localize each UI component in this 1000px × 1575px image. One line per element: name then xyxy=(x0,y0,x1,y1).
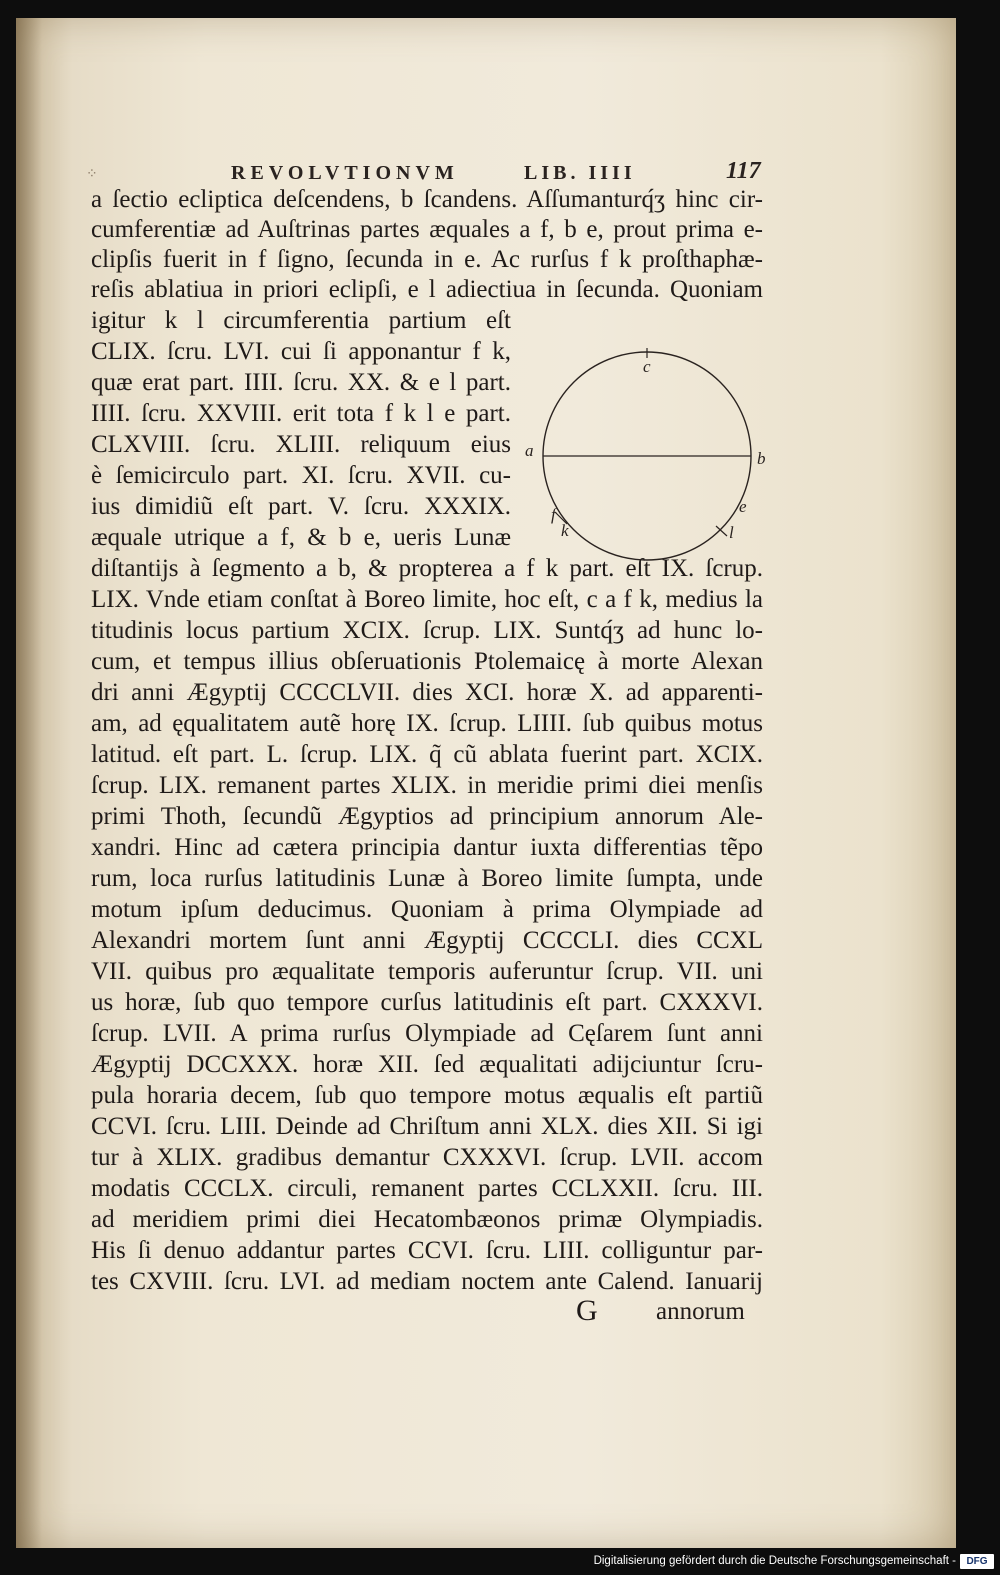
text-line: è ſemicirculo part. XI. ſcru. XVII. cu- xyxy=(91,462,511,489)
text-line: CLIX. ſcru. LVI. cui ſi apponantur f k, xyxy=(91,338,511,365)
text-line: modatis CCCLX. circuli, remanent partes CCLXXII. ſcru. III. xyxy=(91,1175,763,1202)
text-line: LIX. Vnde etiam conſtat à Boreo limite, hoc eſt, c a f k, medius la xyxy=(91,586,763,613)
text-line: motum ipſum deducimus. Quoniam à prima Olympiade ad xyxy=(91,896,763,923)
text-line: CLXVIII. ſcru. XLIII. reliquum eius xyxy=(91,431,511,458)
text-line: clipſis fuerit in f ſigno, ſecunda in e. Ac rurſus f k proſthaphæ- xyxy=(91,246,763,273)
text-line: tes CXVIII. ſcru. LVI. ad mediam noctem ante Calend. Ianuarij xyxy=(91,1268,763,1295)
label-l: l xyxy=(729,523,734,542)
lunar-latitude-diagram xyxy=(521,336,781,576)
text-line: igitur k l circumferentia partium eſt xyxy=(91,307,511,334)
text-line: cumferentiæ ad Auſtrinas partes æquales a f, b e, prout prima e- xyxy=(91,216,763,243)
text-line: VII. quibus pro æqualitate temporis auferuntur ſcrup. VII. uni xyxy=(91,958,763,985)
text-line: reſis ablatiua in priori eclipſi, e l adiectiua in ſecunda. Quoniam xyxy=(91,276,763,303)
label-e: e xyxy=(739,497,747,516)
text-line: diſtantijs à ſegmento a b, & propterea a f k part. eſt IX. ſcrup. xyxy=(91,555,763,582)
dfg-logo: DFG xyxy=(960,1554,994,1569)
text-line: Ægyptij DCCXXX. horæ XII. ſed æqualitati adijciuntur ſcru- xyxy=(91,1051,763,1078)
text-line: ad meridiem primi diei Hecatombæonos primæ Olympiadis. xyxy=(91,1206,763,1233)
signature-mark: G xyxy=(576,1294,598,1327)
label-k: k xyxy=(561,521,569,540)
text-line: His ſi denuo addantur partes CCVI. ſcru. LIII. colliguntur par- xyxy=(91,1237,763,1264)
page-number: 117 xyxy=(726,158,761,184)
text-line: IIII. ſcru. XXVIII. erit tota f k l e part. xyxy=(91,400,511,427)
label-f: f xyxy=(551,505,556,524)
text-line: rum, loca rurſus latitudinis Lunæ à Boreo limite ſumpta, unde xyxy=(91,865,763,892)
text-line: latitud. eſt part. L. ſcrup. LIX. q̃ cũ ablata fuerint part. XCIX. xyxy=(91,741,763,768)
running-head xyxy=(16,146,956,186)
text-line: quæ erat part. IIII. ſcru. XX. & e l part. xyxy=(91,369,511,396)
digitization-credit xyxy=(593,1552,1000,1572)
text-line: tur à XLIX. gradibus demantur CXXXVI. ſcrup. LVII. accom xyxy=(91,1144,763,1171)
text-line: us horæ, ſub quo tempore curſus latitudinis eſt part. CXXXVI. xyxy=(91,989,763,1016)
book-label: LIB. IIII xyxy=(524,162,636,184)
text-line: primi Thoth, ſecundũ Ægyptios ad principium annorum Ale- xyxy=(91,803,763,830)
text-line: pula horaria decem, ſub quo tempore motus æqualis eſt partiũ xyxy=(91,1082,763,1109)
label-a: a xyxy=(525,441,534,460)
label-c: c xyxy=(643,357,651,376)
text-line: Alexandri mortem ſunt anni Ægyptij CCCCLI. dies CCXL xyxy=(91,927,763,954)
book-page xyxy=(16,18,956,1548)
text-line: cum, et tempus illius obſeruationis Ptolemaicę à morte Alexan xyxy=(91,648,763,675)
label-b: b xyxy=(757,449,766,468)
text-line: CCVI. ſcru. LIII. Deinde ad Chriſtum anni XLX. dies XII. Si igi xyxy=(91,1113,763,1140)
text-line: a ſectio ecliptica deſcendens, b ſcandens. Aſſumanturq́ʒ hinc cir- xyxy=(91,186,763,213)
text-line: ſcrup. LIX. remanent partes XLIX. in meridie primi diei menſis xyxy=(91,772,763,799)
text-line: xandri. Hinc ad cætera principia dantur iuxta differentias tẽpo xyxy=(91,834,763,861)
l-tick xyxy=(716,526,727,536)
text-line: dri anni Ægyptij CCCCLVII. dies XCI. horæ X. ad apparenti- xyxy=(91,679,763,706)
text-line: titudinis locus partium XCIX. ſcrup. LIX. Suntq́ʒ ad hunc lo- xyxy=(91,617,763,644)
text-line: am, ad ęqualitatem autẽ horę IX. ſcrup. LIIII. ſub quibus motus xyxy=(91,710,763,737)
ink-mark: ⁘ xyxy=(86,167,98,182)
catchword: annorum xyxy=(656,1298,745,1325)
text-line: ſcrup. LVII. A prima rurſus Olympiade ad Cęſarem ſunt anni xyxy=(91,1020,763,1047)
text-line: ius dimidiũ eſt part. V. ſcru. XXXIX. xyxy=(91,493,511,520)
credit-text: Digitalisierung gefördert durch die Deutsche Forschungsgemeinschaft - xyxy=(593,1555,956,1567)
text-line: æquale utrique a f, & b e, ueris Lunæ xyxy=(91,524,511,551)
running-title: REVOLVTIONVM xyxy=(231,162,459,184)
